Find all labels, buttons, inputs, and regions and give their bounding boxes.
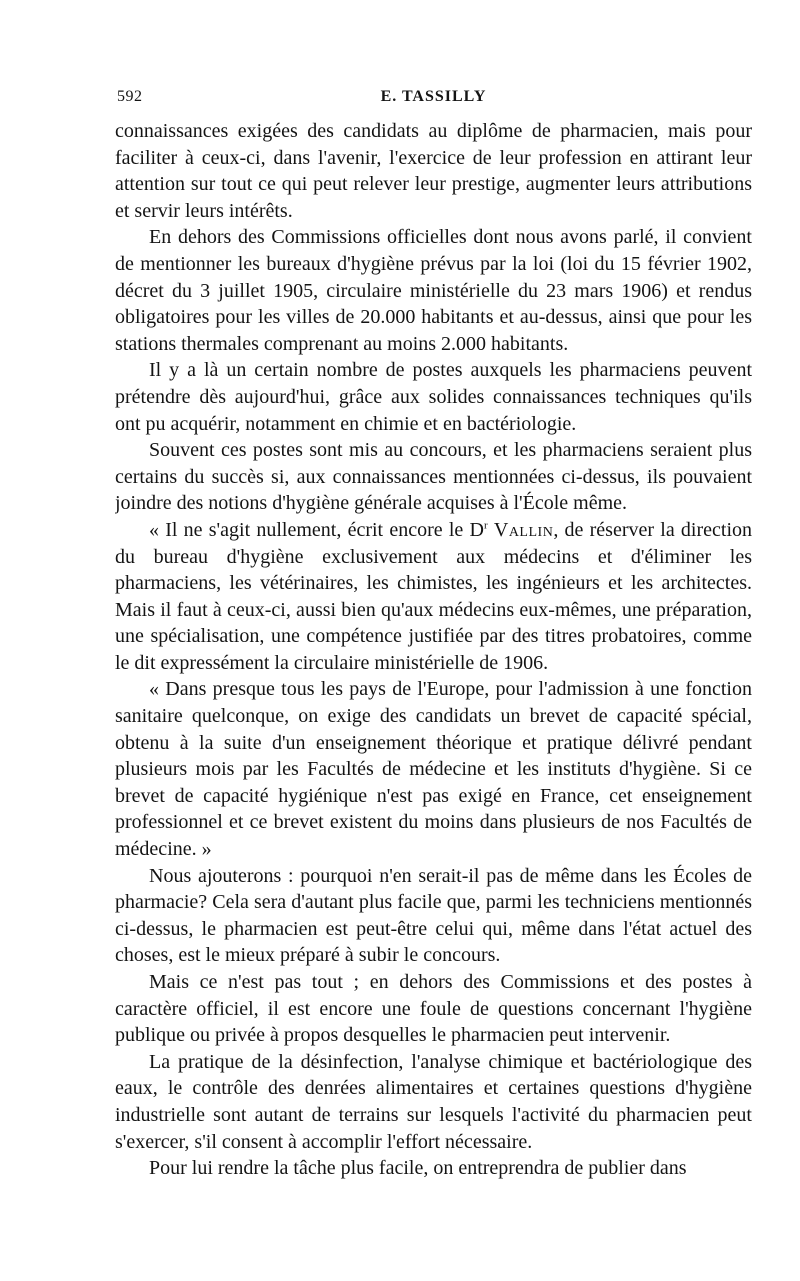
paragraph: Pour lui rendre la tâche plus facile, on entreprendra de publier dans [149, 1157, 687, 1180]
body-text [115, 118, 752, 1182]
paragraph: Il y a là un certain nombre de postes auxquels les pharmaciens peuvent prétendre dès aujourd'hui, grâce aux solides connaissances techniques qu'ils ont pu acquérir, notamment en chimie et en bactériologie. [115, 359, 752, 435]
page-number: 592 [117, 88, 143, 105]
paragraph: Mais ce n'est pas tout ; en dehors des Commissions et des postes à caractère officiel, il est encore une foule de questions concernant l'hygiène publique ou privée à propos desquelles le pharmacien peut intervenir. [115, 971, 752, 1047]
quote-paragraph-vallin [115, 517, 752, 677]
doctor-superscript: r [483, 519, 488, 532]
journal-page [115, 84, 752, 1184]
author-name: Vallin [493, 518, 554, 541]
paragraph: La pratique de la désinfection, l'analyse chimique et bactériologique des eaux, le contrôle des denrées alimentaires et certaines questions d'hygiène industrielle sont autant de terrains sur lesquels l'activité du pharmacien peut s'exercer, s'il consent à accomplir l'effort nécessaire. [115, 1050, 752, 1153]
paragraph: connaissances exigées des candidats au diplôme de pharmacien, mais pour faciliter à ceux-ci, dans l'avenir, l'exercice de leur profession en attirant leur attention sur tout ce qui peut relever leur prestige, augmenter leurs attributions et servir leurs intérêts. [115, 120, 752, 222]
paragraph: Nous ajouterons : pourquoi n'en serait-il pas de même dans les Écoles de pharmacie? Cela sera d'autant plus facile que, parmi les techniciens mentionnés ci-dessus, le pharmacien est peut-être celui qui, même dans l'état actuel des choses, est le mieux préparé à subir le concours. [115, 864, 752, 967]
paragraph: En dehors des Commissions officielles dont nous avons parlé, il convient de mentionner les bureaux d'hygiène prévus par la loi (loi du 15 février 1902, décret du 3 juillet 1905, circulaire ministérielle du 23 mars 1906) et rendus obligatoires pour les villes de 20.000 habitants et au-dessus, ainsi que pour les stations thermales comprenant au moins 2.000 habitants. [115, 226, 752, 355]
running-head [115, 84, 752, 111]
quote-text-before: « Il ne s'agit nullement, écrit encore le D [149, 518, 484, 541]
quote-text-after: , de réserver la direction du bureau d'hygiène exclusivement aux médecins et d'éliminer les pharmaciens, les vétérinaires, les chimistes, les ingénieurs et les architectes. Mais il faut à ceux-ci, aussi bien qu'aux médecins eux-mêmes, une préparation, une spécialisation, une compétence justifiée par des titres probatoires, comme le dit expressément la circulaire ministérielle de 1906. [115, 518, 752, 674]
running-title: E. TASSILLY [380, 88, 487, 105]
paragraph: « Dans presque tous les pays de l'Europe, pour l'admission à une fonction sanitaire quelconque, on exige des candidats un brevet de capacité spécial, obtenu à la suite d'un enseignement théorique et pratique délivré pendant plusieurs mois par les Facultés de médecine et les instituts d'hygiène. Si ce brevet de capacité hygiénique n'est pas exigé en France, cet enseignement professionnel et ce brevet existent du moins dans plusieurs de nos Facultés de médecine. » [115, 678, 752, 861]
paragraph: Souvent ces postes sont mis au concours, et les pharmaciens seraient plus certains du succès si, aux connaissances mentionnées ci-dessus, ils pouvaient joindre des notions d'hygiène générale acquises à l'École même. [115, 439, 752, 515]
